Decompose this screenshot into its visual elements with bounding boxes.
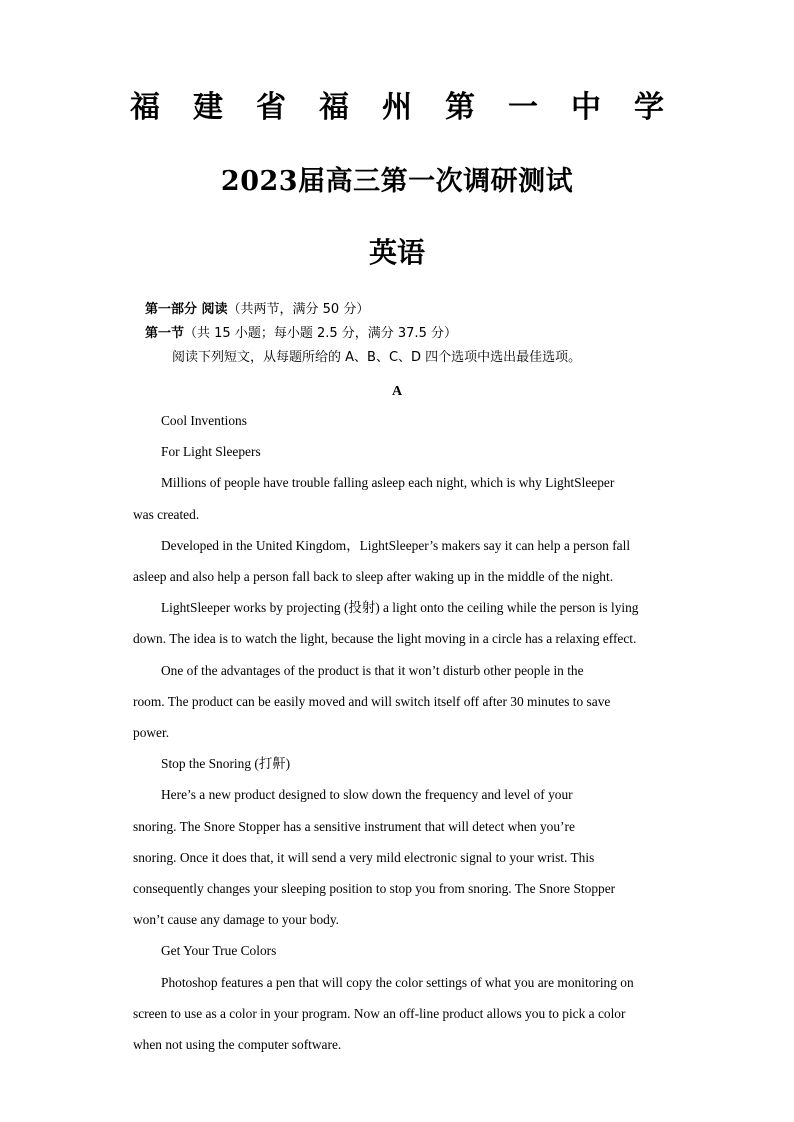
paragraph (133, 467, 663, 529)
paragraph (133, 967, 663, 1061)
school-char: 州 (382, 90, 412, 125)
paragraph-line: won’t cause any damage to your body. (133, 912, 340, 928)
paragraph-line: was created. (133, 506, 200, 522)
school-char: 福 (130, 90, 160, 125)
exam-title: 2023届高三第一次调研测试 (220, 166, 574, 197)
paragraph-line: when not using the computer software. (133, 1037, 342, 1053)
section1-heading (145, 325, 457, 343)
part1-label: 第一部分 阅读 (145, 302, 228, 317)
paragraph-line: One of the advantages of the product is that it won’t disturb other people in the (161, 662, 584, 678)
school-char: 一 (508, 90, 538, 125)
paragraph-line: asleep and also help a person fall back to sleep after waking up in the middle of the night. (133, 569, 614, 585)
passage-title: Cool Inventions (161, 413, 247, 428)
subsection-title: Get Your True Colors (161, 943, 277, 959)
school-char: 福 (319, 90, 349, 125)
passage-body (133, 405, 663, 1060)
part1-heading (145, 301, 369, 319)
paragraph-line: Here’s a new product designed to slow down the frequency and level of your (161, 787, 573, 803)
paragraph (133, 592, 663, 654)
subsection-title: Stop the Snoring (打鼾) (161, 756, 291, 772)
paragraph-line: snoring. The Snore Stopper has a sensitive instrument that will detect when you’re (133, 818, 575, 834)
school-char: 省 (256, 90, 286, 125)
school-char: 第 (445, 90, 475, 125)
reading-instruction: 阅读下列短文，从每题所给的 A、B、C、D 四个选项中选出最佳选项。 (172, 350, 582, 365)
paragraph-line: Photoshop features a pen that will copy the color settings of what you are monitoring on (161, 974, 634, 990)
paragraph-line: consequently changes your sleeping position to stop you from snoring. The Snore Stopper (133, 881, 616, 897)
paragraph (133, 779, 663, 935)
school-name (130, 88, 664, 128)
passage-letter: A (391, 384, 403, 399)
paragraph-line: screen to use as a color in your program. Now an off-line product allows you to pick a color (133, 1005, 626, 1021)
paragraph-line: room. The product can be easily moved and will switch itself off after 30 minutes to save (133, 693, 611, 709)
subject-title: 英语 (368, 236, 425, 269)
subsection-title: For Light Sleepers (161, 444, 261, 460)
paragraph-line: Millions of people have trouble falling asleep each night, which is why LightSleeper (161, 475, 615, 491)
paragraph-line: Developed in the United Kingdom，LightSleeper’s makers say it can help a person fall (161, 537, 631, 553)
paragraph (133, 655, 663, 749)
section1-detail: （共 15 小题；每小题 2.5 分，满分 37.5 分） (184, 326, 457, 341)
part1-detail: （共两节，满分 50 分） (227, 302, 370, 317)
school-char: 中 (571, 90, 601, 125)
paragraph-line: LightSleeper works by projecting (投射) a light onto the ceiling while the person is lying (161, 600, 639, 616)
paragraph-line: power. (133, 725, 170, 741)
paragraph-line: snoring. Once it does that, it will send a very mild electronic signal to your wrist. This (133, 849, 595, 865)
paragraph (133, 530, 663, 592)
section1-label: 第一节 (145, 326, 185, 341)
school-char: 学 (634, 90, 664, 125)
paragraph-line: down. The idea is to watch the light, because the light moving in a circle has a relaxing effect. (133, 631, 637, 647)
school-char: 建 (193, 90, 223, 125)
